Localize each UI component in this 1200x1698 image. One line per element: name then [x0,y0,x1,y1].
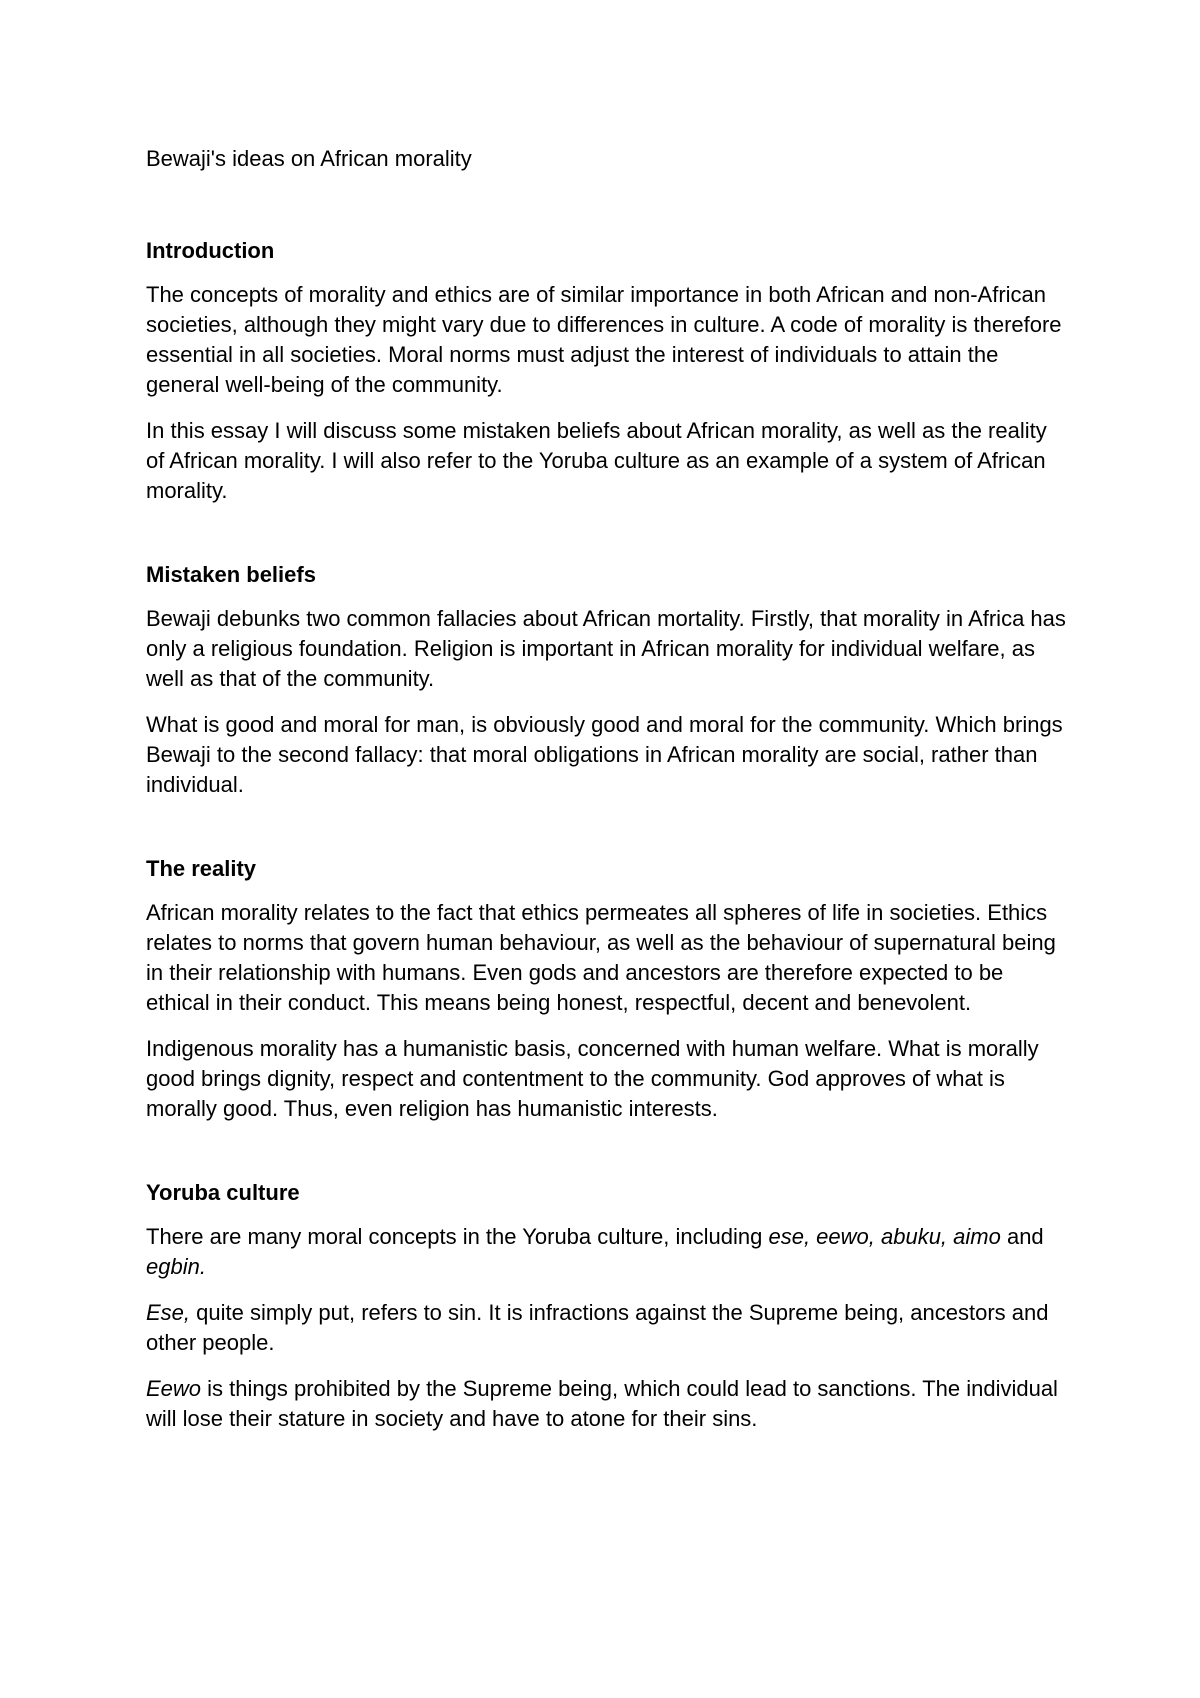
paragraph: Indigenous morality has a humanistic basis, concerned with human welfare. What is morally good brings dignity, respect and contentment to the community. God approves of what is morally good. Thus, even religion has humanistic interests. [146,1036,1039,1121]
paragraph: What is good and moral for man, is obviously good and moral for the community. Which brings Bewaji to the second fallacy: that moral obligations in African morality are social, rather than individual. [146,712,1063,797]
paragraph-ese [146,1298,1066,1358]
yoruba-term-egbin: egbin. [146,1254,206,1279]
paragraph: Bewaji debunks two common fallacies about African mortality. Firstly, that morality in Africa has only a religious foundation. Religion is important in African morality for individual welfare, as well as that of the community. [146,606,1066,691]
yoruba-term-ese: Ese, [146,1300,191,1325]
section-the-reality [146,854,1066,1124]
section-heading-mistaken-beliefs: Mistaken beliefs [146,562,316,587]
paragraph: African morality relates to the fact that ethics permeates all spheres of life in societies. Ethics relates to norms that govern human behaviour, as well as the behaviour of supernatural being in their relationship with humans. Even gods and ancestors are therefore expected to be ethical in their conduct. This means being honest, respectful, decent and benevolent. [146,900,1056,1015]
paragraph-text: and [1000,1224,1044,1249]
section-introduction [146,236,1066,506]
paragraph-moral-concepts [146,1222,1066,1282]
section-heading-introduction: Introduction [146,238,275,263]
paragraph-text: There are many moral concepts in the Yoruba culture, including [146,1224,769,1249]
paragraph-text: quite simply put, refers to sin. It is infractions against the Supreme being, ancestors and other people. [146,1300,1049,1355]
paragraph-text: is things prohibited by the Supreme being, which could lead to sanctions. The individual will lose their stature in society and have to atone for their sins. [146,1376,1058,1431]
yoruba-terms: ese, eewo, abuku, aimo [768,1224,1001,1249]
yoruba-term-eewo: Eewo [146,1376,202,1401]
document-body [146,144,1066,1450]
paragraph: In this essay I will discuss some mistaken beliefs about African morality, as well as the reality of African morality. I will also refer to the Yoruba culture as an example of a system of African morality. [146,418,1047,503]
paragraph: The concepts of morality and ethics are of similar importance in both African and non-African societies, although they might vary due to differences in culture. A code of morality is therefore essential in all societies. Moral norms must adjust the interest of individuals to attain the general well-being of the community. [146,282,1062,397]
section-heading-the-reality: The reality [146,856,257,881]
section-heading-yoruba-culture: Yoruba culture [146,1180,300,1205]
document-title: Bewaji's ideas on African morality [146,146,472,171]
section-yoruba-culture [146,1178,1066,1434]
section-mistaken-beliefs [146,560,1066,800]
paragraph-eewo [146,1374,1066,1434]
